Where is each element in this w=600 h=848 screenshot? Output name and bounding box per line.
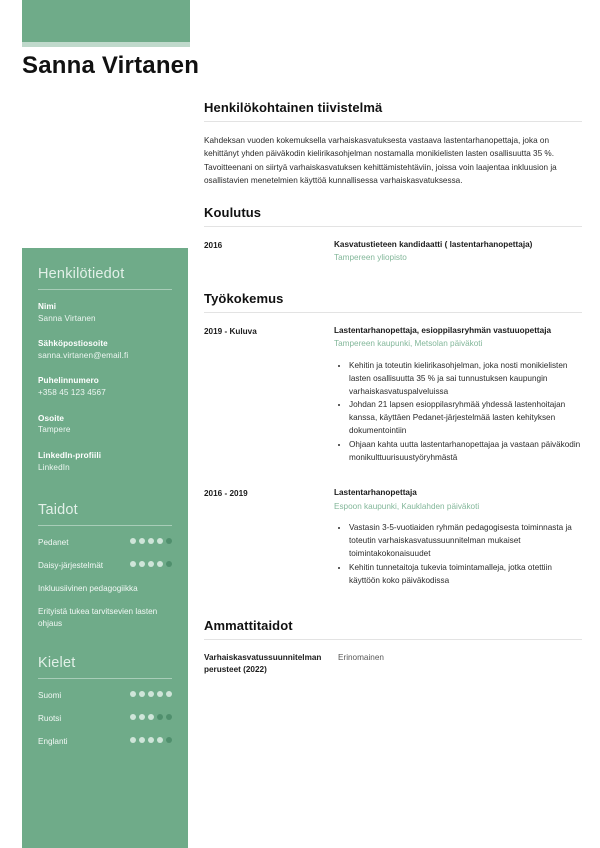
rating-dot-empty — [157, 714, 163, 720]
rating-dot-filled — [157, 561, 163, 567]
language-item — [38, 713, 172, 725]
sidebar-heading-languages: Kielet — [38, 655, 76, 672]
divider — [38, 678, 172, 679]
entry-employer: Tampereen kaupunki, Metsolan päiväkoti — [334, 339, 483, 349]
header-accent-bar — [22, 0, 190, 42]
rating-dot-filled — [148, 737, 154, 743]
contact-field-linkedin — [38, 450, 172, 474]
rating-dot-filled — [157, 538, 163, 544]
bullet-item: • Johdan 21 lapsen esioppilasryhmää yhdessä lastenhoitajan kanssa, käyttäen Pedanet-järjestelmää lasten kehityksen dokumentointiin — [349, 399, 582, 438]
section-heading-summary: Henkilökohtainen tiivistelmä — [204, 100, 383, 115]
rating-dot-filled — [139, 737, 145, 743]
entry-role: Lastentarhanopettaja — [334, 488, 417, 498]
skill-item — [38, 583, 172, 595]
contact-field-address — [38, 413, 172, 437]
language-label: Suomi — [38, 691, 62, 701]
divider — [204, 312, 582, 313]
sidebar-heading-personal-info: Henkilötiedot — [38, 266, 125, 282]
entry-bullets — [334, 522, 582, 588]
rating-dot-filled — [157, 737, 163, 743]
entry-date: 2016 - 2019 — [204, 488, 248, 498]
education-entry — [204, 239, 582, 269]
contact-value: Sanna Virtanen — [38, 313, 96, 323]
rating-dot-filled — [148, 691, 154, 697]
contact-field-nimi — [38, 301, 172, 325]
spacer — [204, 269, 582, 291]
entry-date: 2019 - Kuluva — [204, 326, 257, 336]
contact-label: Nimi — [38, 302, 57, 311]
entry-employer: Espoon kaupunki, Kauklahden päiväkoti — [334, 501, 480, 511]
summary-text: Kahdeksan vuoden kokemuksella varhaiskasvatuksesta vastaava lastentarhanopettaja, joka on kehittänyt yhden päiväkodin kielirikasohjelman nostamalla monikielisten lasten osallisuutta 35 %. Tavoitteenani on siirtyä varhaiskasvatuksen kehittämistehtäviin, joissa voin laajentaa inkluusion ja osallistavien menetelmien käyttöä kunnallisessa varhaiskasvatuksessa. — [204, 136, 557, 185]
entry-body — [334, 239, 582, 265]
spacer — [38, 487, 172, 502]
skill-rating-dots — [130, 537, 172, 544]
rating-dot-filled — [139, 538, 145, 544]
professional-skill-level: Erinomainen — [338, 653, 384, 663]
divider — [204, 121, 582, 122]
rating-dot-filled — [130, 561, 136, 567]
professional-skill-name: Varhaiskasvatussuunnitelman perusteet (2022) — [204, 653, 322, 675]
contact-label: LinkedIn-profiili — [38, 450, 102, 460]
divider — [38, 525, 172, 526]
rating-dot-filled — [166, 691, 172, 697]
rating-dot-filled — [139, 714, 145, 720]
skill-label: Daisy-järjestelmät — [38, 560, 104, 570]
main-content — [204, 100, 582, 677]
skill-label: Pedanet — [38, 537, 69, 547]
contact-value[interactable]: LinkedIn — [38, 462, 70, 472]
skill-label: Erityistä tukea tarvitsevien lasten ohjaus — [38, 606, 158, 628]
language-label: Ruotsi — [38, 714, 62, 724]
rating-dot-filled — [130, 737, 136, 743]
bullet-item: • Kehitin tunnetaitoja tukevia toimintamalleja, jotka otettiin käyttöön koko päiväkodissa — [349, 562, 582, 588]
rating-dot-filled — [139, 561, 145, 567]
rating-dot-filled — [148, 561, 154, 567]
contact-value: Tampere — [38, 425, 71, 435]
sidebar — [22, 248, 188, 848]
contact-label: Sähköpostiosoite — [38, 339, 108, 349]
spacer — [204, 469, 582, 487]
rating-dot-empty — [166, 561, 172, 567]
experience-entry — [204, 325, 582, 469]
language-rating-dots — [130, 713, 172, 720]
entry-bullets — [334, 360, 582, 465]
language-rating-dots — [130, 690, 172, 697]
rating-dot-empty — [166, 538, 172, 544]
entry-institution: Tampereen yliopisto — [334, 253, 407, 263]
divider — [204, 639, 582, 640]
entry-role: Lastentarhanopettaja, esioppilasryhmän vastuuopettaja — [334, 326, 552, 336]
skill-rating-dots — [130, 560, 172, 567]
contact-field-phone — [38, 375, 172, 399]
language-label: Englanti — [38, 737, 68, 747]
bullet-item: • Kehitin ja toteutin kielirikasohjelman, joka nosti monikielisten lasten osallisuutta 35 % ja sai tunnustuksen kaupungin varhaiskasvatuspalveluissa — [349, 360, 582, 399]
divider — [38, 289, 172, 290]
contact-label: Osoite — [38, 413, 65, 423]
bullet-item: • Ohjaan kahta uutta lastentarhanopettajaa ja vastaan päiväkodin monikulttuurisuustyöryhmästä — [349, 439, 582, 465]
divider — [204, 226, 582, 227]
skill-label: Inkluusiivinen pedagogiikka — [38, 583, 138, 593]
entry-body — [334, 487, 582, 588]
language-item — [38, 690, 172, 702]
section-heading-professional-skills: Ammattitaidot — [204, 618, 293, 634]
entry-date: 2016 — [204, 240, 223, 250]
skill-item — [38, 537, 172, 549]
section-heading-experience: Työkokemus — [204, 291, 284, 307]
skill-item — [38, 560, 172, 572]
entry-degree: Kasvatustieteen kandidaatti ( lastentarhanopettaja) — [334, 240, 533, 250]
bullet-item: • Vastasin 3-5-vuotiaiden ryhmän pedagogisesta toiminnasta ja toteutin varhaiskasvatussuunnitelman mukaiset toimintakokonaisuudet — [349, 522, 582, 561]
rating-dot-empty — [166, 737, 172, 743]
contact-value[interactable]: sanna.virtanen@email.fi — [38, 351, 129, 361]
sidebar-heading-skills: Taidot — [38, 501, 78, 518]
page-title: Sanna Virtanen — [22, 52, 200, 79]
contact-value: +358 45 123 4567 — [38, 388, 106, 398]
contact-field-email — [38, 338, 172, 362]
entry-body — [334, 325, 582, 465]
spacer — [38, 640, 172, 655]
rating-dot-filled — [130, 538, 136, 544]
contact-label: Puhelinnumero — [38, 376, 99, 386]
rating-dot-filled — [130, 691, 136, 697]
experience-entry — [204, 487, 582, 592]
header-accent-shadow — [22, 42, 190, 47]
skill-item — [38, 606, 172, 630]
language-rating-dots — [130, 736, 172, 743]
rating-dot-filled — [130, 714, 136, 720]
rating-dot-filled — [157, 691, 163, 697]
rating-dot-filled — [139, 691, 145, 697]
section-heading-education: Koulutus — [204, 205, 262, 221]
spacer — [204, 592, 582, 618]
professional-skill-item — [204, 652, 582, 677]
rating-dot-empty — [166, 714, 172, 720]
rating-dot-filled — [148, 714, 154, 720]
rating-dot-filled — [148, 538, 154, 544]
language-item — [38, 736, 172, 748]
